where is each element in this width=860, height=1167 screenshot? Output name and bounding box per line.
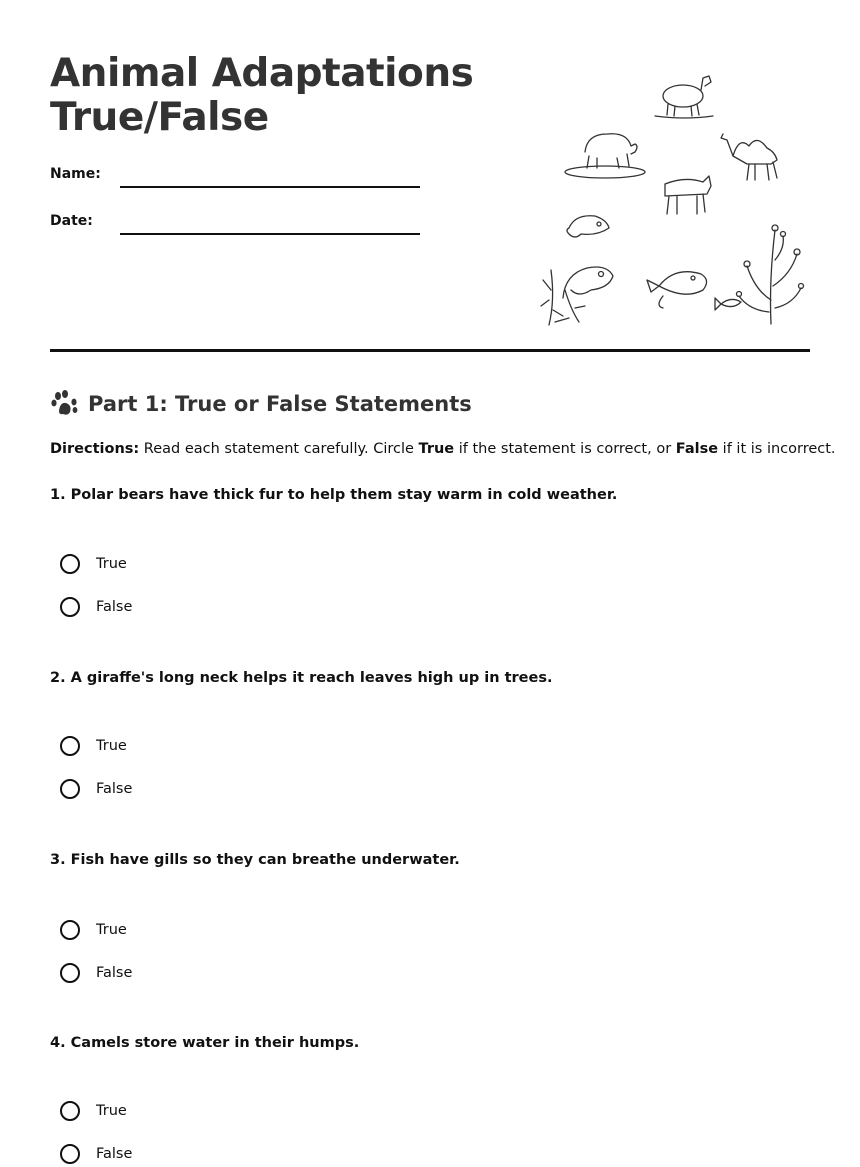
title-line-2: True/False xyxy=(50,95,269,140)
option-label: False xyxy=(96,1146,133,1162)
directions-text-2: if the statement is correct, or xyxy=(454,441,676,457)
option-label: False xyxy=(96,599,133,615)
option-label: True xyxy=(96,556,127,572)
question-text: 3. Fish have gills so they can breathe underwater. xyxy=(50,852,460,868)
question-2-option-true[interactable] xyxy=(60,733,127,759)
name-label: Name: xyxy=(50,166,101,182)
title-line-1: Animal Adaptations xyxy=(50,51,474,96)
question-3-option-false[interactable] xyxy=(60,960,132,986)
part1-heading xyxy=(50,388,472,420)
option-label: True xyxy=(96,738,127,754)
option-label: True xyxy=(96,922,127,938)
question-4 xyxy=(50,1035,810,1162)
question-2 xyxy=(50,670,810,797)
radio-circle[interactable] xyxy=(60,736,80,756)
question-1 xyxy=(50,487,810,615)
fish-icon xyxy=(647,272,707,308)
directions-text-3: if it is incorrect. xyxy=(718,441,836,457)
radio-circle[interactable] xyxy=(60,920,80,940)
paw-print-icon xyxy=(50,389,80,419)
page-title xyxy=(50,52,473,140)
chameleon-small-icon xyxy=(567,216,609,237)
llama-icon xyxy=(655,76,713,118)
directions-label: Directions: xyxy=(50,441,140,457)
question-text: 2. A giraffe's long neck helps it reach leaves high up in trees. xyxy=(50,670,553,686)
directions xyxy=(50,441,836,457)
question-3-option-true[interactable] xyxy=(60,917,127,943)
question-text: 1. Polar bears have thick fur to help them stay warm in cold weather. xyxy=(50,487,618,503)
date-label: Date: xyxy=(50,213,93,229)
radio-circle[interactable] xyxy=(60,597,80,617)
radio-circle[interactable] xyxy=(60,554,80,574)
question-1-option-true[interactable] xyxy=(60,551,127,577)
question-text: 4. Camels store water in their humps. xyxy=(50,1035,360,1051)
question-1-option-false[interactable] xyxy=(60,594,132,620)
zebra-icon xyxy=(665,176,711,214)
date-line[interactable] xyxy=(120,233,420,235)
animal-habitats-illustration-icon xyxy=(535,60,815,335)
option-label: True xyxy=(96,1103,127,1119)
name-line[interactable] xyxy=(120,186,420,188)
question-2-option-false[interactable] xyxy=(60,776,132,802)
directions-false-word: False xyxy=(675,441,719,457)
directions-true-word: True xyxy=(418,441,455,457)
part1-heading-text: Part 1: True or False Statements xyxy=(88,392,472,416)
date-field[interactable] xyxy=(50,213,430,237)
chameleon-branch-icon xyxy=(541,267,613,325)
coral-icon xyxy=(715,225,804,324)
camel-icon xyxy=(721,134,777,180)
option-label: False xyxy=(96,781,133,797)
radio-circle[interactable] xyxy=(60,779,80,799)
radio-circle[interactable] xyxy=(60,963,80,983)
header-divider xyxy=(50,349,810,352)
radio-circle[interactable] xyxy=(60,1101,80,1121)
question-4-option-true[interactable] xyxy=(60,1098,127,1124)
radio-circle[interactable] xyxy=(60,1144,80,1164)
question-3 xyxy=(50,852,810,981)
question-4-option-false[interactable] xyxy=(60,1141,132,1167)
option-label: False xyxy=(96,965,133,981)
polar-bear-icon xyxy=(565,134,645,178)
directions-text-1: Read each statement carefully. Circle xyxy=(139,441,419,457)
name-field[interactable] xyxy=(50,166,430,190)
